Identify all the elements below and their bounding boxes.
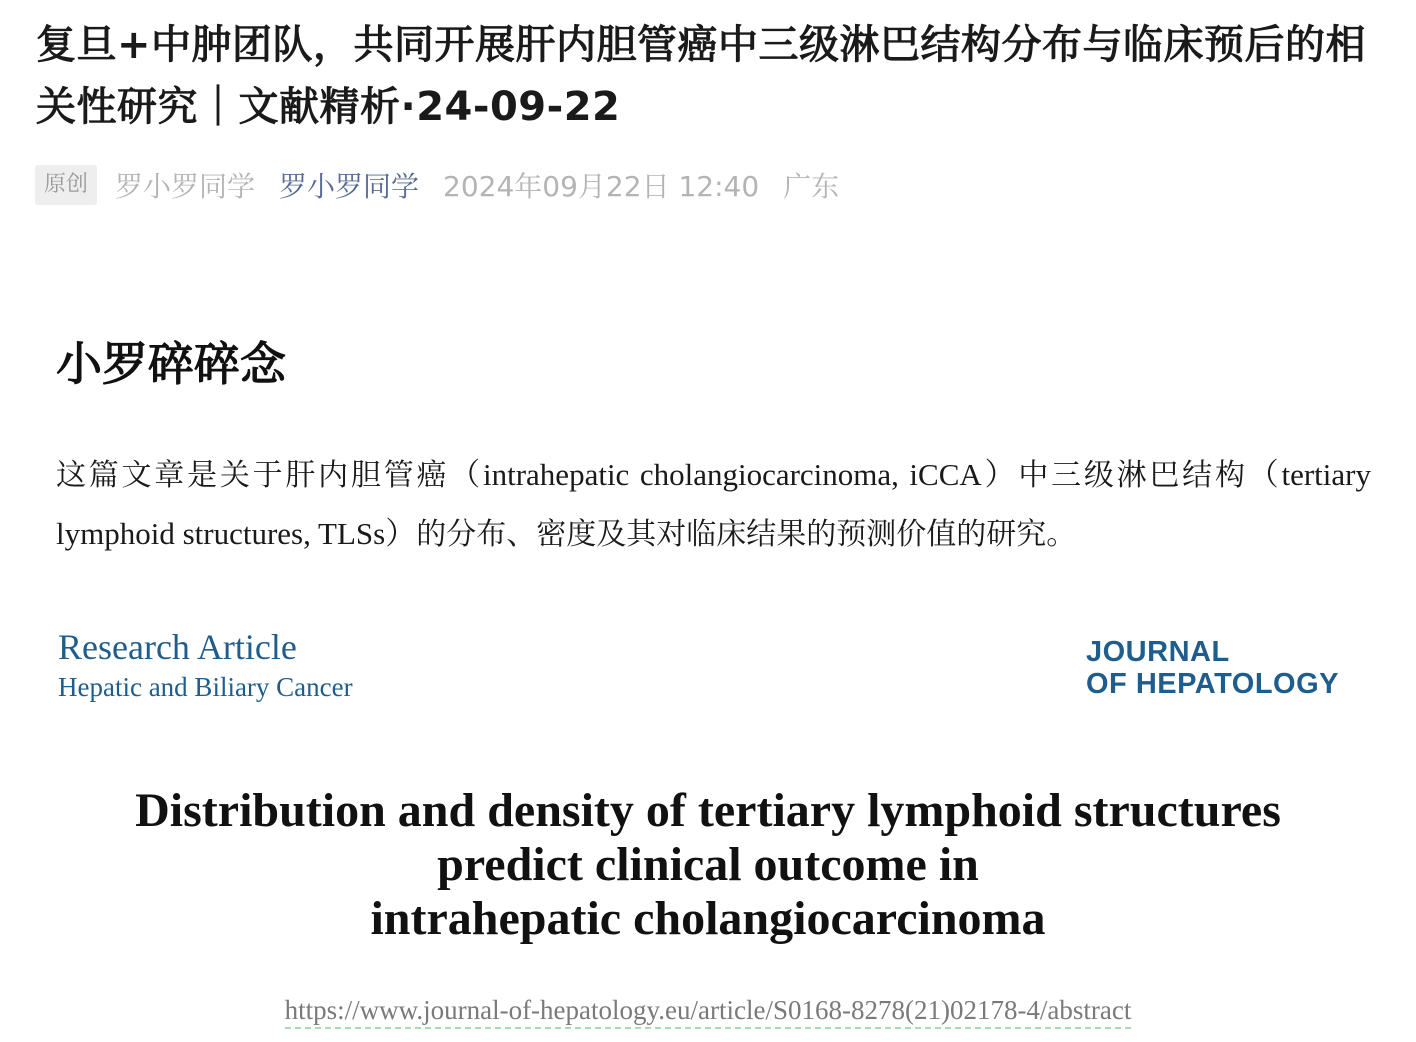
- author-name: 罗小罗同学: [115, 170, 256, 203]
- intro-text-part: （intrahepatic cholangiocarcinoma, iCCA）: [449, 457, 1019, 492]
- source-link-container: [0, 990, 1416, 1030]
- source-link[interactable]: https://www.journal-of-hepatology.eu/article/S0168-8278(21)02178-4/abstract: [285, 995, 1132, 1029]
- paper-title: [40, 784, 1376, 946]
- journal-logo-line: OF HEPATOLOGY: [1086, 668, 1340, 700]
- original-badge: 原创: [35, 165, 97, 205]
- paper-label: [58, 624, 353, 704]
- publish-location: 广东: [783, 170, 840, 203]
- article-title: 复旦+中肿团队，共同开展肝内胆管癌中三级淋巴结构分布与临床预后的相关性研究｜文献精析·24-09-22: [36, 22, 1367, 130]
- intro-paragraph: [56, 446, 1371, 564]
- publish-date: 2024年09月22日 12:40: [443, 170, 760, 203]
- intro-text-part: 中三级淋巴结构: [1018, 458, 1248, 493]
- intro-text-part: （tertiary lymphoid structures, TLSs）: [56, 457, 1371, 551]
- article-meta: [35, 164, 839, 206]
- account-name-link[interactable]: 罗小罗同学: [279, 170, 420, 203]
- intro-text-part: 这篇文章是关于肝内胆管癌: [56, 458, 450, 493]
- paper-title-line: Distribution and density of tertiary lymphoid structures: [135, 784, 1281, 837]
- section-heading: 小罗碎碎念: [56, 337, 286, 391]
- intro-text-part: 的分布、密度及其对临床结果的预测价值的研究。: [416, 517, 1077, 552]
- paper-title-line: intrahepatic cholangiocarcinoma: [370, 892, 1046, 945]
- paper-title-line: predict clinical outcome in: [437, 838, 979, 891]
- journal-logo-line: JOURNAL: [1086, 636, 1230, 668]
- paper-type: Research Article: [58, 627, 297, 667]
- journal-logo: [1086, 636, 1339, 700]
- paper-section: Hepatic and Biliary Cancer: [58, 672, 353, 702]
